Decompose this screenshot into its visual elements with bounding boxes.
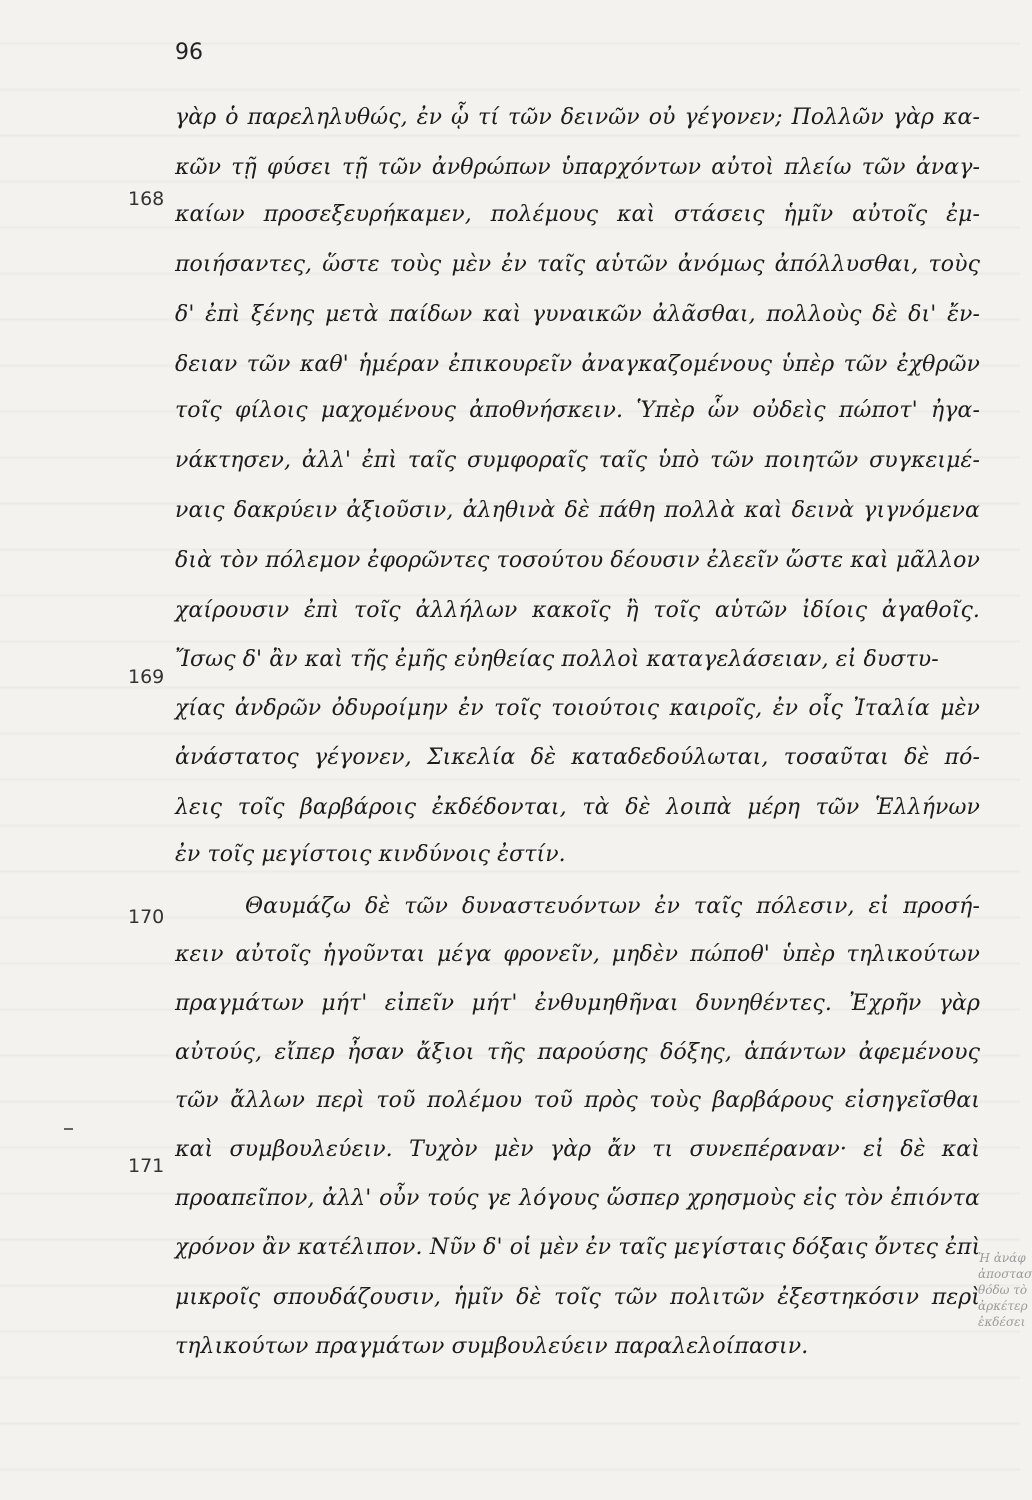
text-line-26: τηλικούτων πραγμάτων συμβουλεύειν παραλελοίπασιν. xyxy=(175,1334,809,1359)
text-line-13: χίας ἀνδρῶν ὀδυροίμην ἐν τοῖς τοιούτοις καιροῖς, ἐν οἷς Ἰταλία μὲν xyxy=(175,696,980,721)
text-line-8: νάκτησεν, ἀλλ' ἐπὶ ταῖς συμφοραῖς ταῖς ὑπὸ τῶν ποιητῶν συγκειμέ- xyxy=(175,448,980,473)
text-line-3: καίων προσεξευρήκαμεν, πολέμους καὶ στάσεις ἡμῖν αὐτοῖς ἐμ- xyxy=(175,202,980,227)
text-line-17: Θαυμάζω δὲ τῶν δυναστευόντων ἐν ταῖς πόλεσιν, εἰ προσή- xyxy=(245,894,980,919)
text-line-6: δειαν τῶν καθ' ἡμέραν ἐπικουρεῖν ἀναγκαζομένους ὑπὲρ τῶν ἐχθρῶν xyxy=(175,352,980,377)
text-line-21: τῶν ἄλλων περὶ τοῦ πολέμου τοῦ πρὸς τοὺς βαρβάρους εἰσηγεῖσθαι xyxy=(175,1088,980,1113)
text-line-4: ποιήσαντες, ὥστε τοὺς μὲν ἐν ταῖς αὑτῶν ἀνόμως ἀπόλλυσθαι, τοὺς xyxy=(175,252,980,277)
section-number-171: 171 xyxy=(128,1155,165,1177)
section-number-169: 169 xyxy=(128,666,165,688)
text-line-7: τοῖς φίλοις μαχομένους ἀποθνήσκειν. Ὑπὲρ ὧν οὐδεὶς πώποτ' ἠγα- xyxy=(175,398,980,423)
text-line-5: δ' ἐπὶ ξένης μετὰ παίδων καὶ γυναικῶν ἀλᾶσθαι, πολλοὺς δὲ δι' ἔν- xyxy=(175,302,980,327)
margin-note-line-3: θόδω τὸ xyxy=(978,1283,1028,1297)
text-line-25: μικροῖς σπουδάζουσιν, ἡμῖν δὲ τοῖς τῶν πολιτῶν ἐξεστηκόσιν περὶ xyxy=(175,1285,980,1310)
text-line-9: ναις δακρύειν ἀξιοῦσιν, ἀληθινὰ δὲ πάθη πολλὰ καὶ δεινὰ γιγνόμενα xyxy=(175,498,980,523)
page-number: 96 xyxy=(175,40,203,65)
text-line-23: προαπεῖπον, ἀλλ' οὖν τούς γε λόγους ὥσπερ χρησμοὺς εἰς τὸν ἐπιόντα xyxy=(175,1186,980,1211)
text-line-16: ἐν τοῖς μεγίστοις κινδύνοις ἐστίν. xyxy=(175,842,566,867)
text-line-18: κειν αὐτοῖς ἡγοῦνται μέγα φρονεῖν, μηδὲν πώποθ' ὑπὲρ τηλικούτων xyxy=(175,942,980,967)
text-line-2: κῶν τῇ φύσει τῇ τῶν ἀνθρώπων ὑπαρχόντων αὐτοὶ πλείω τῶν ἀναγ- xyxy=(175,155,980,180)
margin-note-line-2: ἀποστασ xyxy=(978,1267,1032,1281)
text-line-22: καὶ συμβουλεύειν. Τυχὸν μὲν γὰρ ἄν τι συνεπέραναν· εἰ δὲ καὶ xyxy=(175,1137,980,1162)
text-line-20: αὐτούς, εἴπερ ἦσαν ἄξιοι τῆς παρούσης δόξης, ἁπάντων ἀφεμένους xyxy=(175,1040,980,1065)
margin-note-line-1: Ἡ ἀνάφ xyxy=(978,1251,1026,1265)
margin-note-line-5: ἐκδέσει xyxy=(978,1315,1026,1329)
text-line-14: ἀνάστατος γέγονεν, Σικελία δὲ καταδεδούλωται, τοσαῦται δὲ πό- xyxy=(175,745,980,770)
section-number-170: 170 xyxy=(128,906,165,928)
ink-speck xyxy=(64,1128,73,1130)
text-line-11: χαίρουσιν ἐπὶ τοῖς ἀλλήλων κακοῖς ἢ τοῖς αὑτῶν ἰδίοις ἀγαθοῖς. xyxy=(175,598,980,623)
text-line-24: χρόνον ἂν κατέλιπον. Νῦν δ' οἱ μὲν ἐν ταῖς μεγίσταις δόξαις ὄντες ἐπὶ xyxy=(175,1235,981,1260)
section-number-168: 168 xyxy=(128,188,165,210)
text-line-1: γὰρ ὁ παρεληλυθώς, ἐν ᾧ τί τῶν δεινῶν οὐ γέγονεν; Πολλῶν γὰρ κα- xyxy=(175,105,980,130)
text-line-10: διὰ τὸν πόλεμον ἐφορῶντες τοσούτου δέουσιν ἐλεεῖν ὥστε καὶ μᾶλλον xyxy=(175,548,980,573)
text-line-12: Ἴσως δ' ἂν καὶ τῆς ἐμῆς εὐηθείας πολλοὶ καταγελάσειαν, εἰ δυστυ- xyxy=(175,647,939,672)
text-line-15: λεις τοῖς βαρβάροις ἐκδέδονται, τὰ δὲ λοιπὰ μέρη τῶν Ἑλλήνων xyxy=(175,795,980,820)
text-line-19: πραγμάτων μήτ' εἰπεῖν μήτ' ἐνθυμηθῆναι δυνηθέντες. Ἐχρῆν γὰρ xyxy=(175,991,980,1016)
margin-note xyxy=(978,1250,1032,1330)
margin-note-line-4: ἀρκέτερ xyxy=(978,1299,1028,1313)
